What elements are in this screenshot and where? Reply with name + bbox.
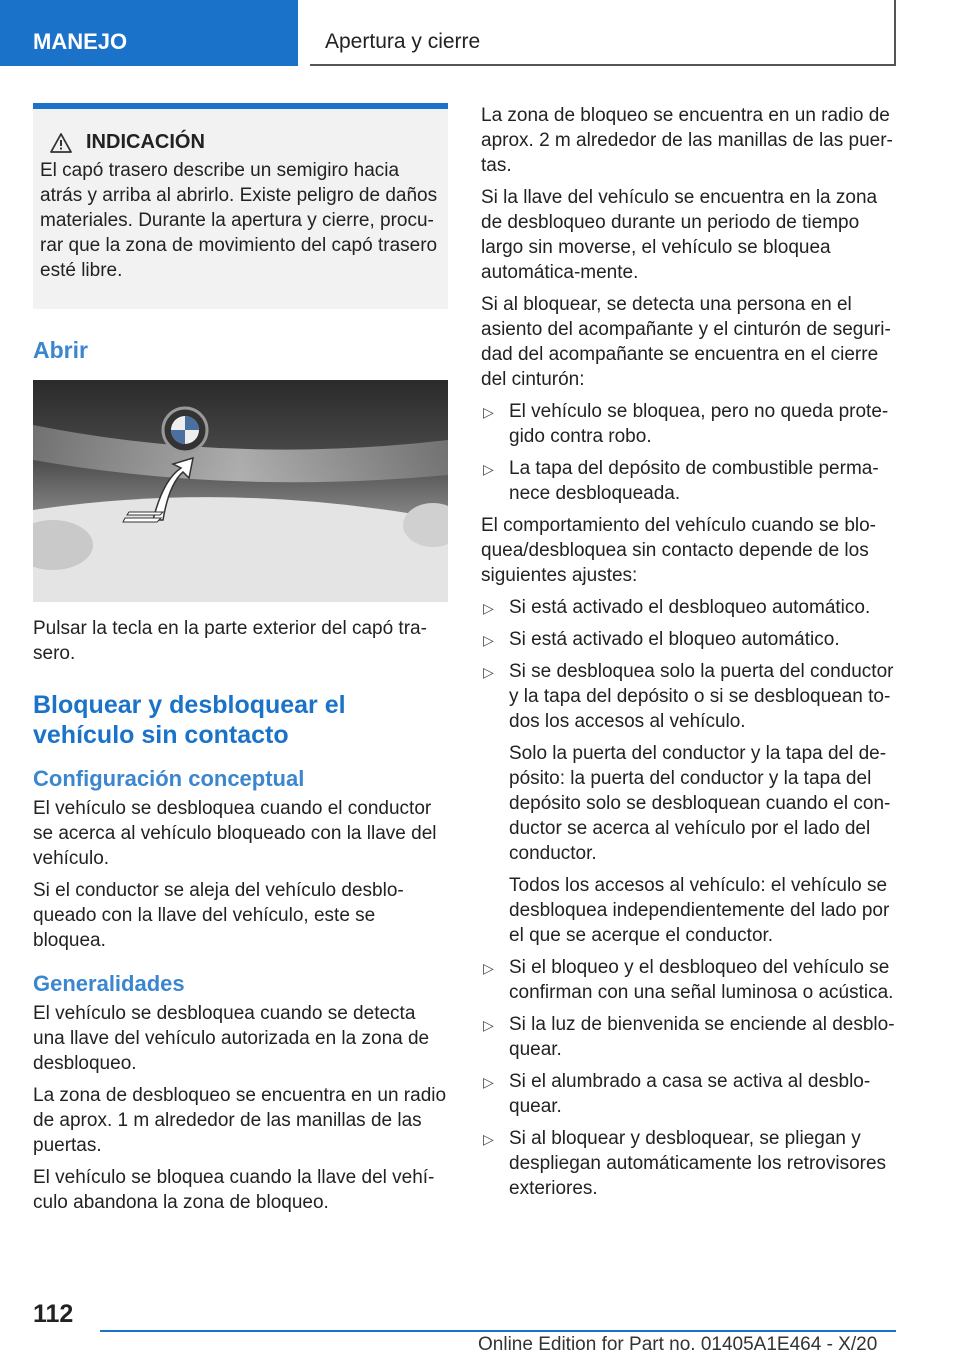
left-column: [33, 103, 448, 1222]
triangle-bullet-icon: ▷: [483, 960, 494, 976]
notice-box: [33, 103, 448, 309]
triangle-bullet-icon: ▷: [483, 1074, 494, 1090]
header-title: Apertura y cierre: [310, 0, 896, 66]
footer-divider: [100, 1330, 896, 1332]
config-p2: Si el conductor se aleja del vehículo desblo-queado con la llave del vehículo, este se bloquea.: [33, 880, 404, 951]
triangle-bullet-icon: ▷: [483, 664, 494, 680]
page-number: 112: [33, 1300, 74, 1328]
list-passenger: [481, 399, 901, 506]
list-item: ▷ Si el bloqueo y el desbloqueo del vehículo se confirman con una señal luminosa o acústica.: [483, 957, 894, 1003]
gen-p3: El vehículo se bloquea cuando la llave del vehí-culo abandona la zona de bloqueo.: [33, 1167, 435, 1213]
list-item: ▷ Si está activado el desbloqueo automático.: [481, 595, 901, 620]
list-item: ▷ El vehículo se bloquea, pero no queda prote-gido contra robo.: [483, 401, 889, 447]
triangle-bullet-icon: ▷: [483, 404, 494, 420]
right-p4: El comportamiento del vehículo cuando se blo-quea/desbloquea sin contacto depende de los siguientes ajustes:: [481, 515, 877, 586]
notice-title: INDICACIÓN: [86, 131, 205, 153]
triangle-bullet-icon: ▷: [483, 600, 494, 616]
trunk-button-photo: [33, 380, 448, 602]
right-column: [481, 103, 901, 1208]
config-p1: El vehículo se desbloquea cuando el conductor se acerca al vehículo bloqueado con la llave del vehículo.: [33, 798, 437, 869]
heading-generalidades: Generalidades: [33, 971, 185, 996]
triangle-bullet-icon: ▷: [483, 632, 494, 648]
list-item: ▷ Si al bloquear y desbloquear, se pliegan y despliegan automáticamente los retrovisores exteriores.: [483, 1128, 887, 1199]
sub-driver-door: Solo la puerta del conductor y la tapa del de-pósito: la puerta del conductor y la tapa del depósito solo se desbloquean cuando el con-ductor se acerca al vehículo por el lado del conductor.: [509, 743, 891, 864]
list-settings-more: [481, 955, 901, 1201]
heading-keyless: Bloquear y desbloquear el vehículo sin contacto: [33, 691, 346, 749]
sub-all-doors: Todos los accesos al vehículo: el vehículo se desbloquea independientemente del lado por el que se acerque el conductor.: [509, 875, 890, 946]
notice-text: El capó trasero describe un semigiro hacia atrás y arriba al abrirlo. Existe peligro de daños materiales. Durante la apertura y cierre, procu-rar que la zona de movimiento del capó trasero esté libre.: [40, 160, 438, 281]
list-item: ▷ La tapa del depósito de combustible perma-nece desbloqueada.: [483, 458, 879, 504]
list-item: ▷ Si el alumbrado a casa se activa al desblo-quear.: [483, 1071, 871, 1117]
triangle-bullet-icon: ▷: [483, 1017, 494, 1033]
list-item: ▷ Si se desbloquea solo la puerta del conductor y la tapa del depósito o si se desbloquean to-dos los accesos al vehículo.: [483, 661, 894, 732]
heading-abrir: Abrir: [33, 337, 88, 363]
triangle-bullet-icon: ▷: [483, 461, 494, 477]
list-item: ▷ Si la luz de bienvenida se enciende al desblo-quear.: [483, 1014, 895, 1060]
right-p1: La zona de bloqueo se encuentra en un radio de aprox. 2 m alrededor de las manillas de las puer-tas.: [481, 105, 893, 176]
list-item: ▷ Si está activado el bloqueo automático.: [481, 627, 901, 652]
abrir-caption: Pulsar la tecla en la parte exterior del capó tra-sero.: [33, 618, 427, 664]
right-p2: Si la llave del vehículo se encuentra en la zona de desbloqueo durante un periodo de tiempo largo sin moverse, el vehículo se bloquea automática-mente.: [481, 187, 878, 283]
footer-edition: Online Edition for Part no. 01405A1E464 - X/20: [478, 1334, 878, 1355]
triangle-bullet-icon: ▷: [483, 1131, 494, 1147]
warning-triangle-icon: [50, 133, 72, 153]
right-p3: Si al bloquear, se detecta una persona en el asiento del acompañante y el cinturón de seguri-dad del acompañante se encuentra en el cierre del cinturón:: [481, 294, 891, 390]
list-settings: [481, 595, 901, 734]
gen-p1: El vehículo se desbloquea cuando se detecta una llave del vehículo autorizada en la zona de desbloqueo.: [33, 1003, 430, 1074]
header-section: MANEJO: [0, 0, 298, 66]
heading-config: Configuración conceptual: [33, 766, 305, 791]
gen-p2: La zona de desbloqueo se encuentra en un radio de aprox. 1 m alrededor de las manillas de las puertas.: [33, 1085, 447, 1156]
